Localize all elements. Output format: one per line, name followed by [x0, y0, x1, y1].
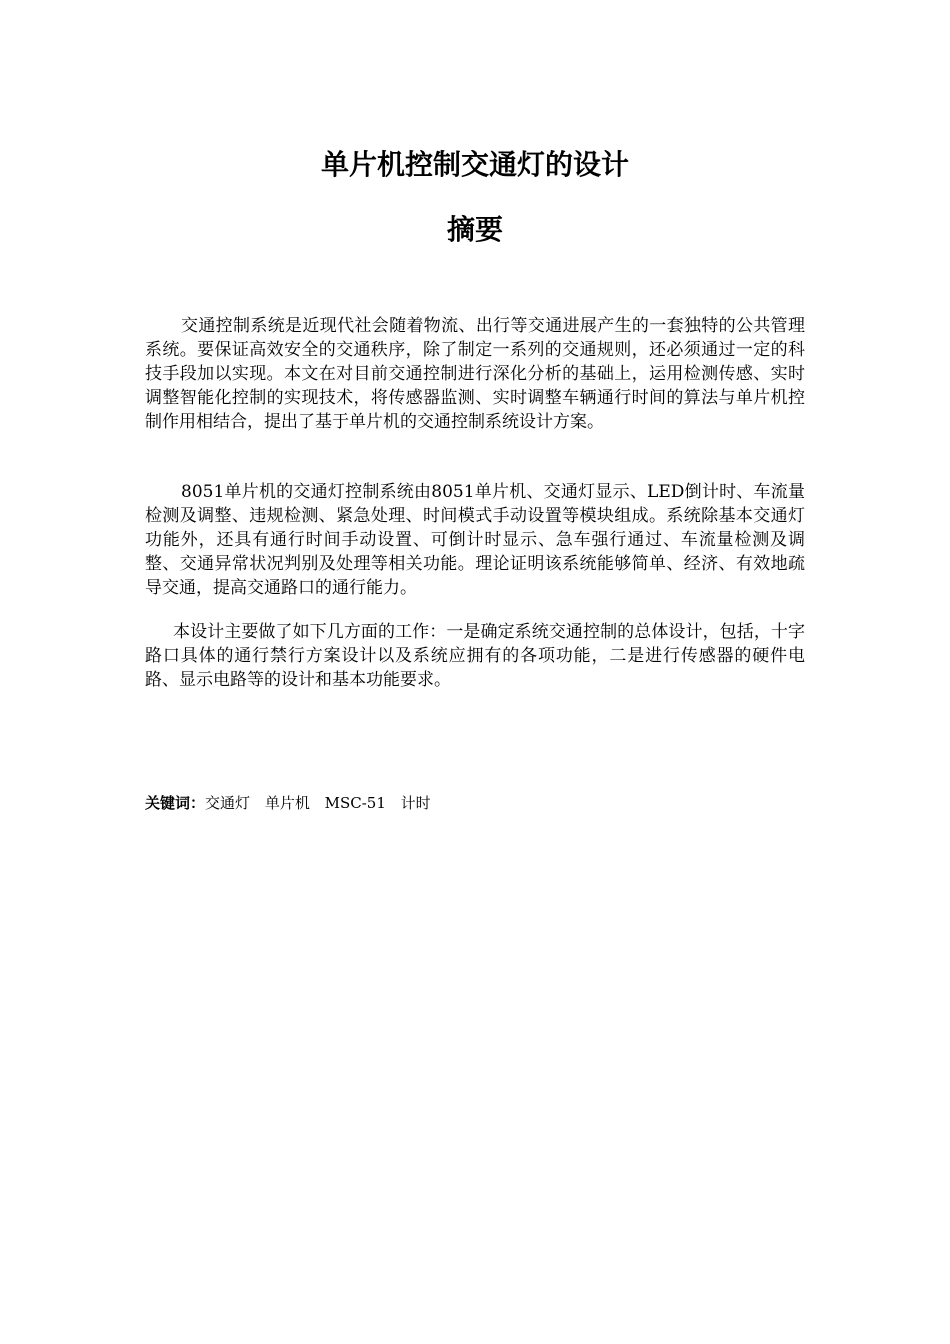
abstract-paragraph-1: 交通控制系统是近现代社会随着物流、出行等交通进展产生的一套独特的公共管理系统。要保证高效安全的交通秩序，除了制定一系列的交通规则，还必须通过一定的科技手段加以实现。本文在对目前交通控制进行深化分析的基础上，运用检测传感、实时调整智能化控制的实现技术，将传感器监测、实时调整车辆通行时间的算法与单片机控制作用相结合，提出了基于单片机的交通控制系统设计方案。	[145, 316, 805, 432]
keywords-line	[145, 792, 805, 814]
abstract-paragraph-2: 8051单片机的交通灯控制系统由8051单片机、交通灯显示、LED倒计时、车流量检测及调整、违规检测、紧急处理、时间模式手动设置等模块组成。系统除基本交通灯功能外，还具有通行时间手动设置、可倒计时显示、急车强行通过、车流量检测及调整、交通异常状况判别及处理等相关功能。理论证明该系统能够简单、经济、有效地疏导交通，提高交通路口的通行能力。	[145, 482, 805, 598]
keyword-item: MSC-51	[324, 794, 386, 812]
abstract-heading: 摘要	[446, 213, 503, 246]
abstract-paragraph-3: 本设计主要做了如下几方面的工作：一是确定系统交通控制的总体设计，包括，十字路口具体的通行禁行方案设计以及系统应拥有的各项功能，二是进行传感器的硬件电路、显示电路等的设计和基本功能要求。	[145, 622, 805, 690]
keyword-item: 计时	[400, 794, 431, 812]
keyword-item: 单片机	[264, 794, 310, 812]
keywords-label: 关键词：	[145, 794, 206, 812]
keyword-item: 交通灯	[205, 794, 251, 812]
document-title: 单片机控制交通灯的设计	[320, 148, 629, 181]
